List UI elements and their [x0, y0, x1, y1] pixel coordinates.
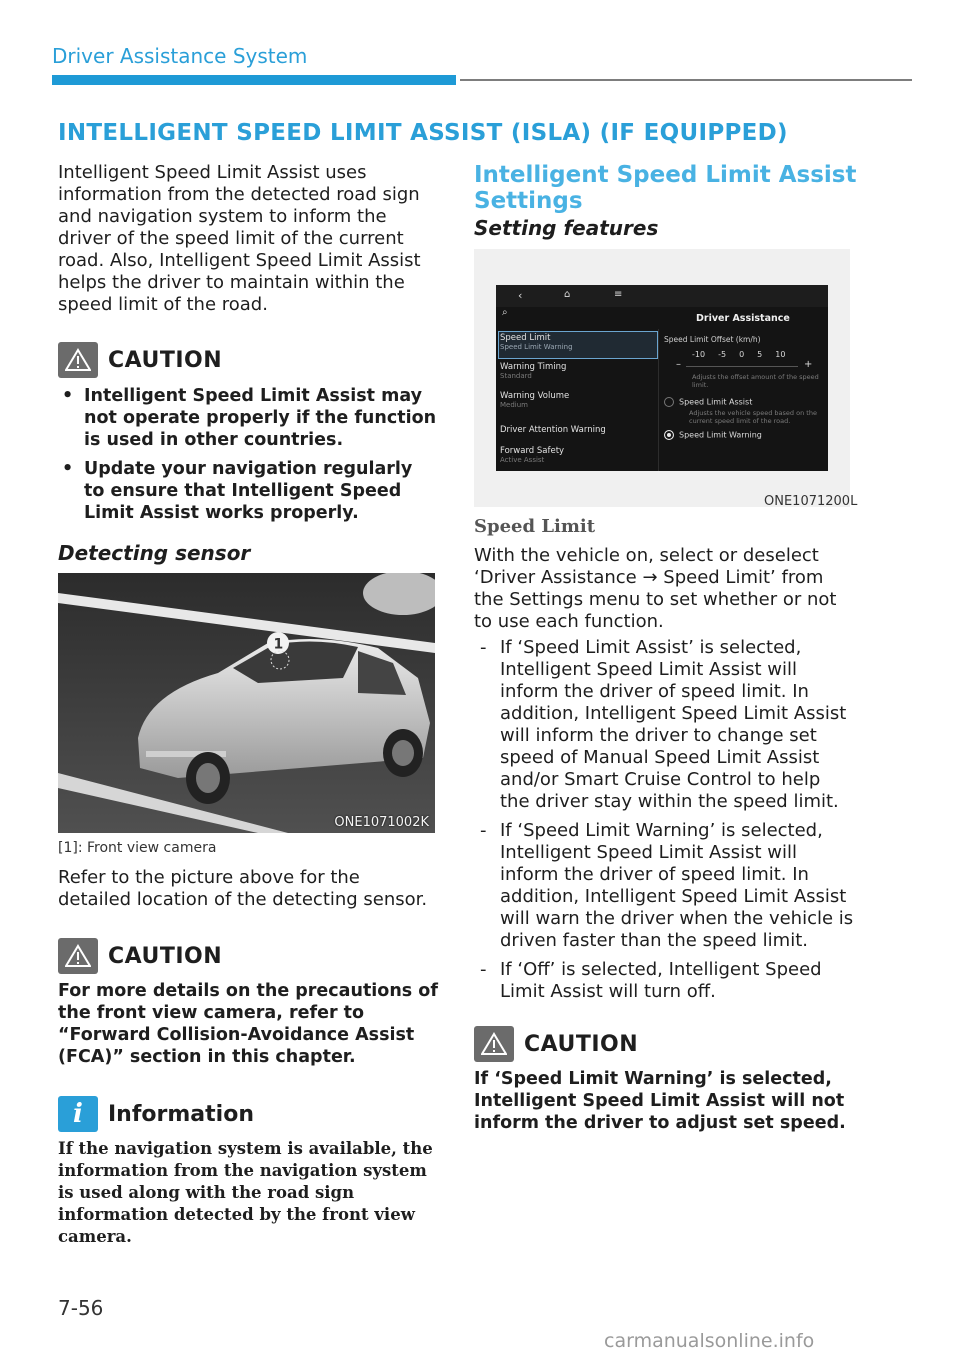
option-description: Adjusts the vehicle speed based on the current speed limit of the road. [689, 409, 817, 425]
information-box [58, 1094, 438, 1248]
settings-heading: Intelligent Speed Limit Assist Settings [474, 162, 857, 214]
home-icon[interactable]: ⌂ [564, 289, 571, 300]
offset-value[interactable]: 10 [775, 350, 786, 359]
radio-icon [664, 397, 674, 407]
back-icon[interactable]: ‹ [518, 289, 523, 302]
menu-item-forward-safety[interactable]: Forward Safety Active Assist [500, 446, 565, 464]
speed-limit-intro: With the vehicle on, select or deselect ‘Driver Assistance → Speed Limit’ from the Settings menu to set whether or not to use each function. [474, 545, 837, 632]
watermark: carmanualsonline.info [604, 1330, 815, 1352]
caution-label: CAUTION [524, 1031, 639, 1057]
caution-text: If ‘Speed Limit Warning’ is selected, Intelligent Speed Limit Assist will not inform the driver to adjust set speed. [474, 1069, 846, 1133]
section-title: INTELLIGENT SPEED LIMIT ASSIST (ISLA) (IF EQUIPPED) [58, 120, 788, 146]
figure-code: ONE1071002K [334, 815, 429, 830]
intro-paragraph: Intelligent Speed Limit Assist uses information from the detected road sign and navigation system to inform the driver of the speed limit of the current road. Also, Intelligent Speed Limit Assist helps the driver to maintain within the speed limit of the road. [58, 162, 421, 315]
page-number: 7-56 [58, 1296, 104, 1320]
list-item: - If ‘Off’ is selected, Intelligent Speed Limit Assist will turn off. [474, 959, 854, 1003]
radio-selected-icon [664, 430, 674, 440]
figure-caption: [1]: Front view camera [58, 840, 217, 856]
screen-title: Driver Assistance [696, 313, 790, 324]
menu-icon[interactable]: ≡ [614, 289, 623, 300]
settings-screen [496, 285, 828, 471]
header-rule [460, 79, 912, 81]
menu-item-driver-attention-warning[interactable]: Driver Attention Warning [500, 425, 606, 435]
caution-label: CAUTION [108, 347, 223, 373]
information-text: If the navigation system is available, the information from the navigation system is used along with the road sign information detected by the front view camera. [58, 1139, 433, 1246]
option-speed-limit-assist[interactable]: Speed Limit Assist [664, 397, 824, 407]
search-icon[interactable]: ⌕ [502, 307, 508, 318]
offset-value[interactable]: 5 [757, 350, 763, 359]
offset-increase-button[interactable]: + [804, 359, 813, 370]
caution-box-3 [474, 1024, 854, 1134]
menu-item-warning-volume[interactable]: Warning Volume Medium [500, 391, 570, 409]
caution-item: • Intelligent Speed Limit Assist may not operate properly if the function is used in other countries. [58, 385, 438, 451]
options-list [474, 637, 854, 1010]
caution-label: CAUTION [108, 943, 223, 969]
warning-icon [58, 938, 98, 974]
offset-decrease-button[interactable]: – [676, 359, 681, 370]
refer-paragraph: Refer to the picture above for the detailed location of the detecting sensor. [58, 867, 428, 910]
caution-text: For more details on the precautions of the front view camera, refer to “Forward Collision-Avoidance Assist (FCA)” section in this chapter. [58, 981, 438, 1067]
running-header: Driver Assistance System [52, 44, 308, 68]
caution-box-1 [58, 340, 438, 531]
caution-item: • Update your navigation regularly to ensure that Intelligent Speed Limit Assist works properly. [58, 458, 438, 524]
info-icon: i [58, 1096, 98, 1132]
offset-label: Speed Limit Offset (km/h) [664, 335, 761, 344]
warning-icon [58, 342, 98, 378]
offset-description: Adjusts the offset amount of the speed limit. [692, 373, 819, 389]
setting-features-heading: Setting features [474, 216, 659, 240]
list-item: - If ‘Speed Limit Assist’ is selected, Intelligent Speed Limit Assist will inform the driver of speed limit. In addition, Intelligent Speed Limit Assist will inform the driver to change set speed of Manual Speed Limit Assist and/or Smart Cruise Control to help the driver stay within the speed limit. [474, 637, 854, 813]
offset-value[interactable]: 0 [739, 350, 745, 359]
offset-value[interactable]: -5 [718, 350, 727, 359]
caution-box-2 [58, 936, 438, 1068]
offset-value[interactable]: -10 [692, 350, 706, 359]
camera-marker: 1 [273, 636, 284, 653]
warning-icon [474, 1026, 514, 1062]
front-camera-figure [58, 573, 435, 833]
header-rule-accent [52, 75, 456, 85]
list-item: - If ‘Speed Limit Warning’ is selected, Intelligent Speed Limit Assist will inform the driver of speed limit. In addition, Intelligent Speed Limit Assist will warn the driver when the vehicle is driven faster than the speed limit. [474, 820, 854, 952]
information-label: Information [108, 1101, 254, 1127]
option-speed-limit-warning[interactable]: Speed Limit Warning [664, 430, 824, 440]
speed-limit-heading: Speed Limit [474, 516, 596, 537]
menu-item-speed-limit[interactable]: Speed Limit Speed Limit Warning [500, 333, 573, 351]
detecting-sensor-heading: Detecting sensor [58, 541, 251, 565]
menu-item-warning-timing[interactable]: Warning Timing Standard [500, 362, 567, 380]
offset-slider[interactable] [686, 366, 798, 367]
figure-code: ONE1071200L [764, 494, 858, 509]
